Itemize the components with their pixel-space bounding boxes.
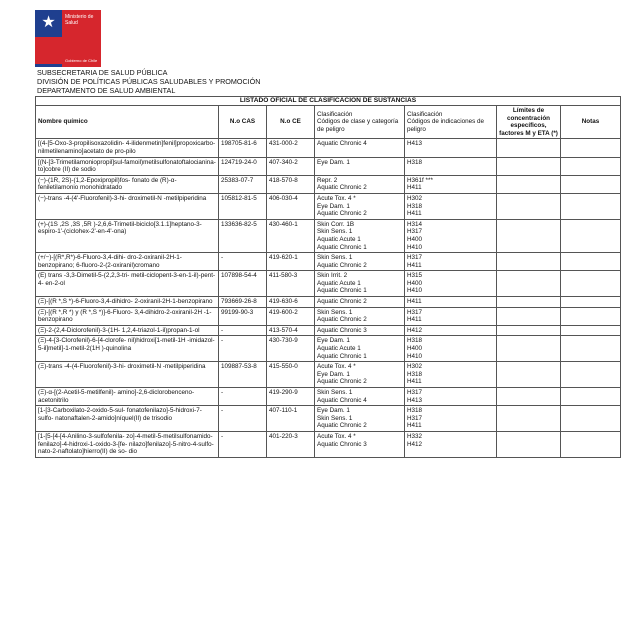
ce-number-cell: 419-600-2 — [267, 307, 315, 325]
substance-classification-table — [35, 96, 621, 458]
hazard-statement-cell — [405, 297, 497, 308]
agency-line: SUBSECRETARIA DE SALUD PÚBLICA — [37, 68, 168, 77]
hazard-class-cell — [315, 431, 405, 457]
hazard-statement-code: H318 — [407, 407, 423, 415]
header-name: Nombre químico — [36, 106, 219, 139]
chemical-name-cell: [1-[3-Carboxilato-2-oxido-5-sul- fonatofenilazo]-5-hidroxi-7-sulfo- natonaftalen-2-amido]níquel(II) de trisodio — [36, 406, 219, 432]
hazard-class: Aquatic Chronic 1 — [317, 352, 367, 360]
chemical-name-cell: (Ξ)-4-[3-Clorofenil)-6-[4-clorofe- nil)hidroxi[1-metil-1H -imidazol-5-il]metil]-1-metil-2(1H )-quinolina — [36, 336, 219, 362]
hazard-statement-code: H314 — [407, 220, 423, 228]
cas-number-cell: 793669-26-8 — [219, 297, 267, 308]
hazard-class: Aquatic Chronic 3 — [317, 440, 367, 448]
table-row — [36, 388, 621, 406]
hazard-statement-code: H332 — [407, 432, 423, 440]
hazard-class-cell — [315, 362, 405, 388]
hazard-class: Aquatic Chronic 4 — [317, 140, 367, 148]
hazard-class-cell — [315, 157, 405, 175]
chemical-name-cell: [1-[5-[4-[4-Anilino-3-sulfofenila- zo]-4-metil-5-metilsulfonamido- fenilazo]-4-hidroxi-1-oxido-3-[fe- nilazo]fenilazo]-5-nitro-4-sulfo- nato-2-naftolato]hierro(II) de so- dio — [36, 431, 219, 457]
hazard-class: Aquatic Chronic 4 — [317, 396, 367, 404]
hazard-statement-code: H317 — [407, 254, 423, 262]
hazard-statement-code: H411 — [407, 210, 422, 218]
hazard-statement-cell — [405, 253, 497, 271]
header-cas: N.o CAS — [219, 106, 267, 139]
ce-number-cell: 430-730-9 — [267, 336, 315, 362]
hazard-class: Aquatic Chronic 2 — [317, 298, 367, 306]
table-row — [36, 219, 621, 252]
table-row — [36, 271, 621, 297]
cas-number-cell: 99199-90-3 — [219, 307, 267, 325]
chemical-name-cell: [(4-[5-Oxo-3-propilisoxazolidin- 4-ilidenmetin]fenil]propoxicarbo-nilmetilenamino]acetato de pro-pilo — [36, 139, 219, 157]
limits-cell — [497, 139, 561, 157]
hazard-statement-cell — [405, 336, 497, 362]
hazard-class: Aquatic Chronic 2 — [317, 184, 367, 192]
hazard-class-cell — [315, 388, 405, 406]
hazard-statement-cell — [405, 219, 497, 252]
header-classification2-label: Clasificación — [407, 110, 443, 118]
ce-number-cell: 401-220-3 — [267, 431, 315, 457]
agency-heading — [37, 68, 260, 95]
hazard-statement-cell — [405, 325, 497, 336]
hazard-statement-code: H317 — [407, 389, 423, 396]
chemical-name-cell: [(N-[3-Trimetilamoniopropil]sul-famoil)metilsulfonatoftalocianina- to]cobre (II) de sodio — [36, 157, 219, 175]
limits-cell — [497, 307, 561, 325]
hazard-statement-code: H410 — [407, 287, 423, 295]
hazard-statement-code: H412 — [407, 440, 423, 448]
hazard-class-cell — [315, 307, 405, 325]
hazard-class: Skin Sens. 1 — [317, 254, 353, 262]
table-row — [36, 175, 621, 193]
limits-cell — [497, 297, 561, 308]
hazard-statement-code: H410 — [407, 352, 423, 360]
header-notes: Notas — [561, 106, 621, 139]
hazard-statement-code: H315 — [407, 272, 423, 280]
hazard-class-cell — [315, 219, 405, 252]
hazard-statement-cell — [405, 157, 497, 175]
header-limits: Límites de concentración específicos, factores M y ETA (*) — [497, 106, 561, 139]
hazard-statement-code: H400 — [407, 235, 423, 243]
hazard-class-cell — [315, 271, 405, 297]
hazard-statement-cell — [405, 175, 497, 193]
chemical-name-cell: (Ξ)-α-[(2-Acetil-5-metilfenil)- amino]-2,6-diclorobenceno-acetonitrilo — [36, 388, 219, 406]
limits-cell — [497, 406, 561, 432]
ce-number-cell: 419-290-9 — [267, 388, 315, 406]
header-classification — [315, 106, 405, 139]
hazard-statement-code: H317 — [407, 414, 423, 422]
limits-cell — [497, 336, 561, 362]
limits-cell — [497, 193, 561, 219]
hazard-statement-cell — [405, 388, 497, 406]
hazard-class: Skin Corr. 1B — [317, 220, 355, 228]
hazard-class: Skin Sens. 1 — [317, 414, 353, 422]
limits-cell — [497, 219, 561, 252]
chemical-name-cell: (+/−)-[(R*,R*)-6-Fluoro-3,4-dihi- dro-2-oxiranil-2H-1-benzopirano; 6-fluoro-2-(2-oxiranil)cromano — [36, 253, 219, 271]
ce-number-cell: 407-110-1 — [267, 406, 315, 432]
hazard-class: Eye Dam. 1 — [317, 407, 350, 415]
cas-number-cell: - — [219, 253, 267, 271]
hazard-statement-code: H400 — [407, 279, 423, 287]
hazard-class: Eye Dam. 1 — [317, 337, 350, 345]
cas-number-cell: - — [219, 406, 267, 432]
star-icon: ★ — [41, 14, 56, 31]
hazard-statement-code: H411 — [407, 378, 422, 386]
chemical-name-cell: (−)-(1R, 2S)-(1,2-Epoxipropil)fos- fonato de (R)-α-feniletilamonio monohidratado — [36, 175, 219, 193]
chemical-name-cell: (+)-(1S ,2S ,3S ,5R )-2,6,6-Trimetil-biciclo[3.1.1]heptano-3-espiro-1'-(ciclohex-2'-en-4'-ona) — [36, 219, 219, 252]
table-row — [36, 406, 621, 432]
hazard-class: Acute Tox. 4 * — [317, 432, 356, 440]
agency-line: DIVISIÓN DE POLÍTICAS PÚBLICAS SALUDABLES Y PROMOCIÓN — [37, 77, 261, 86]
table-row — [36, 336, 621, 362]
hazard-statement-cell — [405, 307, 497, 325]
notes-cell — [561, 362, 621, 388]
table-row — [36, 157, 621, 175]
table-row — [36, 193, 621, 219]
notes-cell — [561, 406, 621, 432]
hazard-statement-code: H400 — [407, 345, 423, 353]
hazard-statement-cell — [405, 406, 497, 432]
hazard-statement-code: H411 — [407, 261, 422, 269]
notes-cell — [561, 139, 621, 157]
hazard-class: Skin Sens. 1 — [317, 389, 353, 396]
hazard-class: Acute Tox. 4 * — [317, 363, 356, 371]
table-row — [36, 253, 621, 271]
notes-cell — [561, 175, 621, 193]
cas-number-cell: 107898-54-4 — [219, 271, 267, 297]
hazard-statement-code: H302 — [407, 363, 423, 371]
hazard-class-cell — [315, 253, 405, 271]
chemical-name-cell: (Ξ)-[(R *,S *)-6-Fluoro-3,4-dihidro- 2-oxiranil-2H-1-benzopirano — [36, 297, 219, 308]
limits-cell — [497, 157, 561, 175]
ce-number-cell: 415-550-0 — [267, 362, 315, 388]
cas-number-cell: 198705-81-6 — [219, 139, 267, 157]
limits-cell — [497, 253, 561, 271]
agency-line: DEPARTAMENTO DE SALUD AMBIENTAL — [37, 86, 176, 95]
notes-cell — [561, 219, 621, 252]
table-row — [36, 325, 621, 336]
ce-number-cell: 413-570-4 — [267, 325, 315, 336]
hazard-statement-code: H318 — [407, 370, 423, 378]
header-hazard-statement: Códigos de indicaciones de peligro — [407, 118, 485, 133]
table-row — [36, 431, 621, 457]
cas-number-cell: 25383-07-7 — [219, 175, 267, 193]
notes-cell — [561, 307, 621, 325]
ministry-logo — [35, 10, 101, 67]
header-ce: N.o CE — [267, 106, 315, 139]
header-classification-label: Clasificación — [317, 110, 353, 118]
chemical-name-cell: (−)-trans -4-(4'-Fluorofenil)-3-hi- droximetil-N -metilpiperidina — [36, 193, 219, 219]
hazard-class: Skin Sens. 1 — [317, 228, 353, 236]
hazard-statement-code: H317 — [407, 308, 423, 316]
hazard-class: Aquatic Chronic 2 — [317, 316, 367, 324]
hazard-statement-code: H411 — [407, 184, 422, 192]
cas-number-cell: - — [219, 431, 267, 457]
hazard-statement-code: H413 — [407, 396, 423, 404]
hazard-class: Aquatic Acute 1 — [317, 279, 361, 287]
hazard-class: Aquatic Chronic 3 — [317, 326, 367, 334]
table-row — [36, 139, 621, 157]
ce-number-cell: 406-030-4 — [267, 193, 315, 219]
logo-ministry-text: Ministerio de Salud — [65, 14, 94, 26]
notes-cell — [561, 157, 621, 175]
notes-cell — [561, 388, 621, 406]
ce-number-cell: 430-460-1 — [267, 219, 315, 252]
hazard-class: Repr. 2 — [317, 176, 338, 184]
hazard-statement-code: H413 — [407, 140, 423, 148]
hazard-class-cell — [315, 139, 405, 157]
hazard-statement-code: H411 — [407, 298, 422, 306]
hazard-statement-code: H318 — [407, 337, 423, 345]
limits-cell — [497, 175, 561, 193]
hazard-statement-cell — [405, 431, 497, 457]
header-classification-codes — [405, 106, 497, 139]
limits-cell — [497, 325, 561, 336]
limits-cell — [497, 431, 561, 457]
notes-cell — [561, 193, 621, 219]
hazard-class-cell — [315, 406, 405, 432]
hazard-class-cell — [315, 325, 405, 336]
hazard-statement-code: H410 — [407, 243, 423, 251]
hazard-class: Aquatic Acute 1 — [317, 235, 361, 243]
hazard-statement-cell — [405, 193, 497, 219]
cas-number-cell: - — [219, 336, 267, 362]
hazard-class: Aquatic Chronic 1 — [317, 287, 367, 295]
chemical-name-cell: (Ξ)-2-(2,4-Diclorofenil)-3-(1H- 1,2,4-triazol-1-il)propan-1-ol — [36, 325, 219, 336]
hazard-class-cell — [315, 297, 405, 308]
table-row — [36, 297, 621, 308]
notes-cell — [561, 325, 621, 336]
table-row — [36, 307, 621, 325]
hazard-class: Acute Tox. 4 * — [317, 194, 356, 202]
hazard-statement-cell — [405, 362, 497, 388]
logo-gobierno-text: Gobierno de Chile — [65, 58, 98, 63]
cas-number-cell: 124719-24-0 — [219, 157, 267, 175]
hazard-statement-code: H317 — [407, 228, 423, 236]
table-title: LISTADO OFICIAL DE CLASIFICACIÓN DE SUSTANCIAS — [36, 97, 621, 106]
ce-number-cell: 411-580-3 — [267, 271, 315, 297]
notes-cell — [561, 336, 621, 362]
hazard-class: Aquatic Chronic 2 — [317, 378, 367, 386]
hazard-class-cell — [315, 175, 405, 193]
notes-cell — [561, 271, 621, 297]
limits-cell — [497, 271, 561, 297]
ce-number-cell: 419-620-1 — [267, 253, 315, 271]
header-hazard-class: Códigos de clase y categoría de peligro — [317, 118, 399, 133]
cas-number-cell: 105812-81-5 — [219, 193, 267, 219]
logo-blue-bar — [35, 64, 62, 67]
chemical-name-cell: (Ξ)-trans -4-(4-Fluorofenil)-3-hi- droximetil-N -metilpiperidina — [36, 362, 219, 388]
hazard-class: Aquatic Chronic 2 — [317, 261, 367, 269]
hazard-class: Aquatic Chronic 1 — [317, 243, 367, 251]
hazard-class: Aquatic Chronic 2 — [317, 210, 367, 218]
notes-cell — [561, 431, 621, 457]
hazard-class: Aquatic Chronic 2 — [317, 422, 367, 430]
hazard-statement-code: H412 — [407, 326, 423, 334]
hazard-class: Eye Dam. 1 — [317, 158, 350, 166]
cas-number-cell: 133636-82-5 — [219, 219, 267, 252]
hazard-class: Eye Dam. 1 — [317, 370, 350, 378]
cas-number-cell: - — [219, 325, 267, 336]
hazard-statement-code: H318 — [407, 158, 423, 166]
hazard-class-cell — [315, 193, 405, 219]
cas-number-cell: 109887-53-8 — [219, 362, 267, 388]
chemical-name-cell: (Ξ)-[(R *,R *) y (R *,S *)]-6-Fluoro- 3,4-dihidro-2-oxiranil-2H -1-benzopirano — [36, 307, 219, 325]
hazard-class: Skin Irrit. 2 — [317, 272, 348, 280]
table-row — [36, 362, 621, 388]
hazard-statement-code: H361f *** — [407, 176, 433, 184]
hazard-class: Eye Dam. 1 — [317, 202, 350, 210]
chemical-name-cell: (E) trans -3,3-Dimetil-5-(2,2,3-tri- metil-ciclopent-3-en-1-il)-pent-4- en-2-ol — [36, 271, 219, 297]
hazard-class: Skin Sens. 1 — [317, 308, 353, 316]
limits-cell — [497, 362, 561, 388]
notes-cell — [561, 253, 621, 271]
notes-cell — [561, 297, 621, 308]
hazard-statement-code: H411 — [407, 316, 422, 324]
ce-number-cell: 419-630-6 — [267, 297, 315, 308]
ce-number-cell: 418-570-8 — [267, 175, 315, 193]
ce-number-cell: 407-340-2 — [267, 157, 315, 175]
hazard-statement-code: H302 — [407, 194, 423, 202]
limits-cell — [497, 388, 561, 406]
cas-number-cell: - — [219, 388, 267, 406]
hazard-statement-cell — [405, 139, 497, 157]
logo-red-bottom — [35, 37, 62, 67]
hazard-class: Aquatic Acute 1 — [317, 345, 361, 353]
hazard-statement-code: H411 — [407, 422, 422, 430]
hazard-class-cell — [315, 336, 405, 362]
hazard-statement-code: H318 — [407, 202, 423, 210]
hazard-statement-cell — [405, 271, 497, 297]
ce-number-cell: 431-000-2 — [267, 139, 315, 157]
